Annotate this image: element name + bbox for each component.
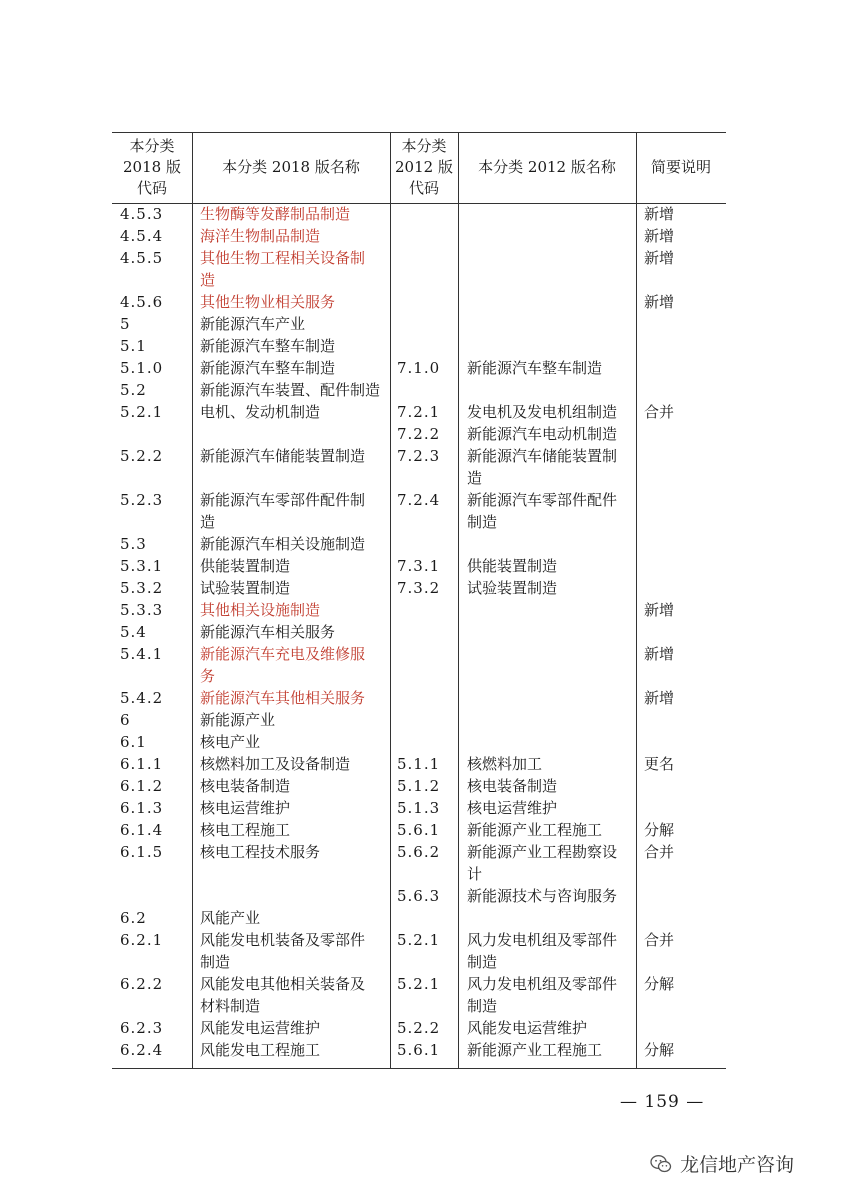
cell-code18: 5.2 bbox=[120, 381, 147, 399]
classification-table bbox=[112, 132, 726, 1069]
cell-code18: 6.2 bbox=[120, 909, 147, 927]
cell-note: 新增 bbox=[644, 227, 675, 245]
cell-note: 新增 bbox=[644, 601, 675, 619]
cell-name18: 其他相关设施制造 bbox=[200, 601, 321, 619]
cell-code12: 7.2.4 bbox=[397, 491, 441, 509]
cell-name12: 核电运营维护 bbox=[467, 799, 558, 817]
cell-code18: 5.3.3 bbox=[120, 601, 164, 619]
cell-name18: 新能源汽车零部件配件制 造 bbox=[200, 491, 366, 531]
cell-name18: 其他生物工程相关设备制 造 bbox=[200, 249, 366, 289]
header-line: 本分类 bbox=[129, 137, 175, 155]
cell-name18: 核电运营维护 bbox=[200, 799, 291, 817]
cell-code18: 6.2.4 bbox=[120, 1041, 164, 1059]
cell-name12: 新能源技术与咨询服务 bbox=[467, 887, 618, 905]
header-line: 简要说明 bbox=[650, 158, 711, 176]
cell-name18: 核电工程施工 bbox=[200, 821, 291, 839]
cell-name18: 新能源汽车产业 bbox=[200, 315, 306, 333]
cell-code18: 6.2.2 bbox=[120, 975, 164, 993]
brand-name: 龙信地产咨询 bbox=[680, 1154, 795, 1176]
cell-code18: 6.1 bbox=[120, 733, 147, 751]
table-row bbox=[112, 973, 726, 1017]
table-row bbox=[112, 1039, 726, 1083]
cell-name12: 试验装置制造 bbox=[467, 579, 558, 597]
cell-name12: 新能源汽车电动机制造 bbox=[467, 425, 618, 443]
cell-name18: 其他生物业相关服务 bbox=[200, 293, 336, 311]
cell-name12: 风力发电机组及零部件 制造 bbox=[467, 931, 618, 971]
cell-code12: 5.1.1 bbox=[397, 755, 441, 773]
cell-code18: 5.3.2 bbox=[120, 579, 164, 597]
cell-code18: 6.1.5 bbox=[120, 843, 164, 861]
cell-code12: 5.2.1 bbox=[397, 975, 441, 993]
cell-code18: 5.3 bbox=[120, 535, 147, 553]
cell-code18: 6.2.1 bbox=[120, 931, 164, 949]
cell-code18: 5.4 bbox=[120, 623, 147, 641]
cell-code12: 7.3.1 bbox=[397, 557, 441, 575]
cell-name12: 风力发电机组及零部件 制造 bbox=[467, 975, 618, 1015]
cell-code12: 5.6.1 bbox=[397, 1041, 441, 1059]
cell-note: 更名 bbox=[644, 755, 675, 773]
cell-name18: 试验装置制造 bbox=[200, 579, 291, 597]
cell-note: 新增 bbox=[644, 249, 675, 267]
cell-note: 新增 bbox=[644, 689, 675, 707]
cell-note: 分解 bbox=[644, 821, 675, 839]
cell-code12: 7.3.2 bbox=[397, 579, 441, 597]
cell-name12: 发电机及发电机组制造 bbox=[467, 403, 618, 421]
cell-code18: 5.2.2 bbox=[120, 447, 164, 465]
table-row bbox=[112, 643, 726, 687]
cell-note: 分解 bbox=[644, 975, 675, 993]
cell-code18: 6.1.2 bbox=[120, 777, 164, 795]
cell-name18: 新能源产业 bbox=[200, 711, 276, 729]
cell-name12: 新能源产业工程施工 bbox=[467, 821, 603, 839]
cell-code18: 5.1.0 bbox=[120, 359, 164, 377]
header-code-2018 bbox=[112, 132, 192, 203]
cell-name18: 海洋生物制品制造 bbox=[200, 227, 321, 245]
cell-name18: 核电装备制造 bbox=[200, 777, 291, 795]
cell-name18: 风能发电其他相关装备及 材料制造 bbox=[200, 975, 366, 1015]
cell-code18: 5.2.1 bbox=[120, 403, 164, 421]
cell-name18: 风能发电工程施工 bbox=[200, 1041, 321, 1059]
cell-code12: 7.1.0 bbox=[397, 359, 441, 377]
cell-note: 合并 bbox=[644, 403, 675, 421]
cell-code18: 6.1.4 bbox=[120, 821, 164, 839]
cell-code18: 5.4.2 bbox=[120, 689, 164, 707]
cell-code18: 6.1.1 bbox=[120, 755, 164, 773]
cell-name18: 风能发电机装备及零部件 制造 bbox=[200, 931, 366, 971]
cell-name18: 新能源汽车储能装置制造 bbox=[200, 447, 366, 465]
cell-name18: 新能源汽车其他相关服务 bbox=[200, 689, 366, 707]
header-code-2012 bbox=[390, 132, 458, 203]
table-row bbox=[112, 489, 726, 533]
cell-name18: 生物酶等发酵制品制造 bbox=[200, 205, 351, 223]
table-row bbox=[112, 841, 726, 885]
cell-name12: 核燃料加工 bbox=[467, 755, 543, 773]
header-name-2018 bbox=[192, 132, 390, 203]
cell-name18: 新能源汽车相关服务 bbox=[200, 623, 336, 641]
cell-code12: 5.2.1 bbox=[397, 931, 441, 949]
cell-name18: 供能装置制造 bbox=[200, 557, 291, 575]
cell-name18: 核燃料加工及设备制造 bbox=[200, 755, 351, 773]
cell-code18: 4.5.4 bbox=[120, 227, 164, 245]
cell-note: 新增 bbox=[644, 205, 675, 223]
cell-code18: 5.2.3 bbox=[120, 491, 164, 509]
footer-brand bbox=[650, 1150, 794, 1177]
cell-code18: 4.5.6 bbox=[120, 293, 164, 311]
cell-name12: 新能源产业工程勘察设 计 bbox=[467, 843, 618, 883]
cell-name18: 新能源汽车整车制造 bbox=[200, 359, 336, 377]
cell-name18: 核电产业 bbox=[200, 733, 261, 751]
cell-name18: 风能发电运营维护 bbox=[200, 1019, 321, 1037]
header-note bbox=[636, 132, 726, 203]
cell-name12: 新能源汽车零部件配件 制造 bbox=[467, 491, 618, 531]
cell-code12: 7.2.2 bbox=[397, 425, 441, 443]
cell-code12: 5.6.2 bbox=[397, 843, 441, 861]
header-line: 本分类 2012 版名称 bbox=[478, 158, 616, 176]
header-line: 代码 bbox=[408, 179, 439, 197]
cell-code12: 7.2.1 bbox=[397, 403, 441, 421]
cell-name12: 风能发电运营维护 bbox=[467, 1019, 588, 1037]
cell-code18: 5 bbox=[120, 315, 131, 333]
cell-code18: 6.1.3 bbox=[120, 799, 164, 817]
cell-code12: 5.6.3 bbox=[397, 887, 441, 905]
cell-name12: 供能装置制造 bbox=[467, 557, 558, 575]
cell-name12: 新能源汽车储能装置制 造 bbox=[467, 447, 618, 487]
page-number: — 159 — bbox=[620, 1092, 705, 1112]
header-line: 2012 版 bbox=[395, 158, 453, 176]
cell-note: 新增 bbox=[644, 293, 675, 311]
table-row bbox=[112, 247, 726, 291]
cell-code12: 7.2.3 bbox=[397, 447, 441, 465]
cell-name18: 风能产业 bbox=[200, 909, 261, 927]
table-row bbox=[112, 445, 726, 489]
cell-name12: 新能源产业工程施工 bbox=[467, 1041, 603, 1059]
cell-name18: 新能源汽车装置、配件制造 bbox=[200, 381, 381, 399]
header-line: 本分类 2018 版名称 bbox=[222, 158, 360, 176]
cell-code18: 5.1 bbox=[120, 337, 147, 355]
cell-note: 合并 bbox=[644, 931, 675, 949]
cell-code18: 6.2.3 bbox=[120, 1019, 164, 1037]
cell-code12: 5.6.1 bbox=[397, 821, 441, 839]
table-row bbox=[112, 929, 726, 973]
header-line: 本分类 bbox=[401, 137, 447, 155]
cell-name18: 电机、发动机制造 bbox=[200, 403, 321, 421]
wechat-icon bbox=[650, 1154, 672, 1174]
cell-code18: 5.4.1 bbox=[120, 645, 164, 663]
cell-code12: 5.2.2 bbox=[397, 1019, 441, 1037]
header-name-2012 bbox=[458, 132, 636, 203]
cell-name18: 新能源汽车充电及维修服 务 bbox=[200, 645, 366, 685]
cell-name18: 新能源汽车相关设施制造 bbox=[200, 535, 366, 553]
cell-code18: 4.5.5 bbox=[120, 249, 164, 267]
cell-note: 合并 bbox=[644, 843, 675, 861]
cell-code18: 5.3.1 bbox=[120, 557, 164, 575]
header-line: 2018 版 bbox=[123, 158, 181, 176]
cell-code18: 6 bbox=[120, 711, 131, 729]
cell-name18: 新能源汽车整车制造 bbox=[200, 337, 336, 355]
cell-note: 分解 bbox=[644, 1041, 675, 1059]
cell-code18: 4.5.3 bbox=[120, 205, 164, 223]
cell-code12: 5.1.3 bbox=[397, 799, 441, 817]
cell-code12: 5.1.2 bbox=[397, 777, 441, 795]
cell-name12: 核电装备制造 bbox=[467, 777, 558, 795]
cell-note: 新增 bbox=[644, 645, 675, 663]
header-line: 代码 bbox=[136, 179, 167, 197]
cell-name12: 新能源汽车整车制造 bbox=[467, 359, 603, 377]
cell-name18: 核电工程技术服务 bbox=[200, 843, 321, 861]
